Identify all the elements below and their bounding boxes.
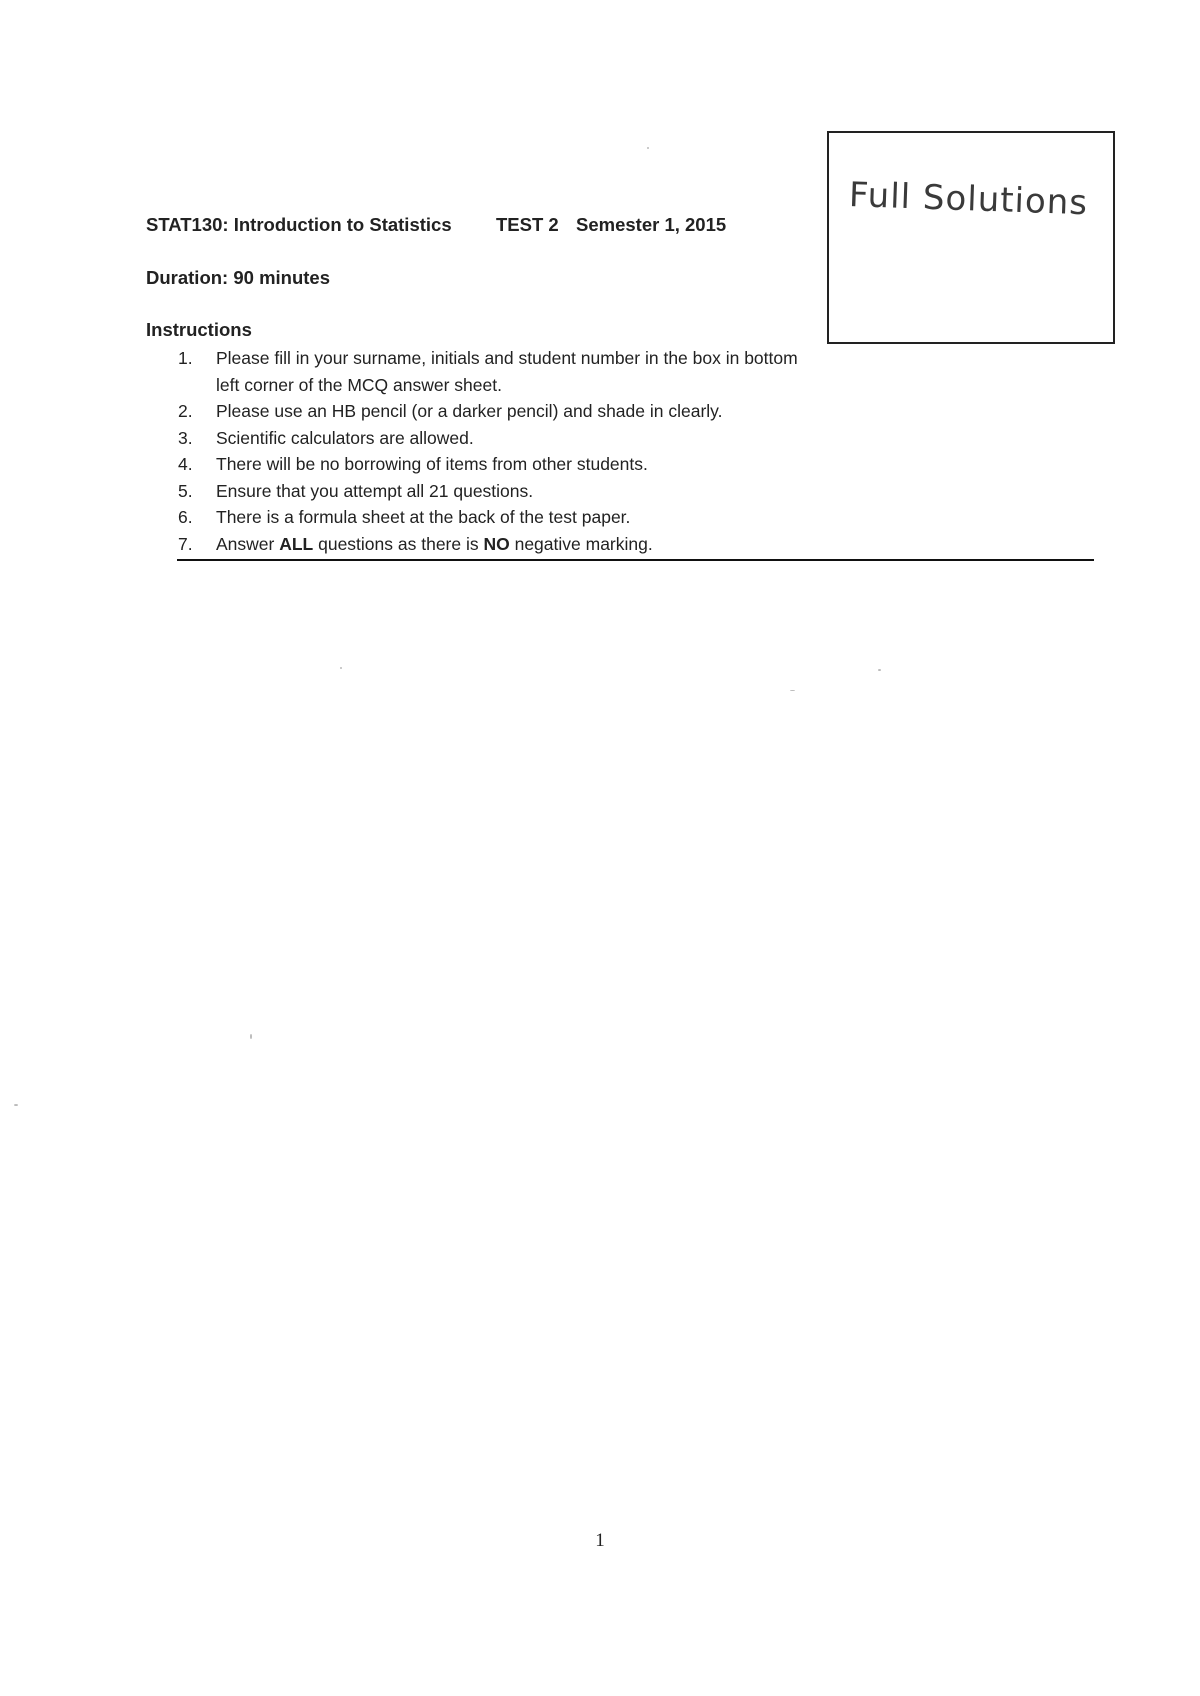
instruction-item	[178, 451, 818, 478]
scan-speck	[14, 1104, 18, 1106]
instruction-number: 2.	[178, 401, 193, 421]
instruction-emphasis-all: ALL	[279, 533, 314, 554]
instruction-item	[178, 398, 818, 425]
instruction-text: Scientific calculators are allowed.	[216, 427, 474, 448]
instruction-number: 6.	[178, 507, 193, 527]
instruction-text: There is a formula sheet at the back of the test paper.	[216, 507, 631, 527]
instruction-text-prefix: Answer	[216, 533, 280, 554]
semester-label: Semester 1, 2015	[576, 214, 727, 235]
scan-speck	[878, 669, 881, 671]
instruction-number: 1.	[178, 348, 193, 368]
page-number: 1	[595, 1530, 605, 1551]
instruction-item	[178, 478, 818, 505]
instruction-text-middle: questions as there is	[313, 533, 484, 554]
instruction-item	[178, 345, 818, 398]
exam-header	[146, 214, 726, 236]
instruction-number: 3.	[178, 427, 193, 448]
handwritten-solutions-label: Full Solutions	[848, 175, 1089, 224]
instruction-number: 4.	[178, 454, 193, 474]
instruction-text: Please fill in your surname, initials and student number in the box in bottom left corner of the MCQ answer sheet.	[216, 348, 798, 395]
instruction-number: 5.	[178, 480, 193, 501]
instructions-heading: Instructions	[146, 319, 252, 340]
course-title: STAT130: Introduction to Statistics	[146, 214, 452, 235]
instruction-emphasis-no: NO	[483, 533, 510, 554]
instruction-item	[178, 504, 818, 531]
instruction-text: There will be no borrowing of items from other students.	[216, 454, 648, 474]
solutions-box	[827, 131, 1115, 344]
instruction-text: Ensure that you attempt all 21 questions.	[216, 480, 534, 501]
instructions-divider	[177, 559, 1094, 561]
test-name: TEST 2	[496, 214, 559, 235]
instruction-item	[178, 531, 818, 558]
instruction-text: Please use an HB pencil (or a darker pencil) and shade in clearly.	[216, 401, 723, 421]
instruction-text-suffix: negative marking.	[509, 533, 653, 554]
instruction-item	[178, 425, 818, 452]
scan-speck	[790, 690, 795, 691]
duration-label: Duration: 90 minutes	[146, 267, 330, 288]
instruction-number: 7.	[178, 533, 193, 554]
scan-speck	[250, 1034, 252, 1039]
instructions-list	[178, 345, 818, 557]
scan-speck	[340, 667, 342, 669]
scan-speck	[647, 147, 649, 149]
